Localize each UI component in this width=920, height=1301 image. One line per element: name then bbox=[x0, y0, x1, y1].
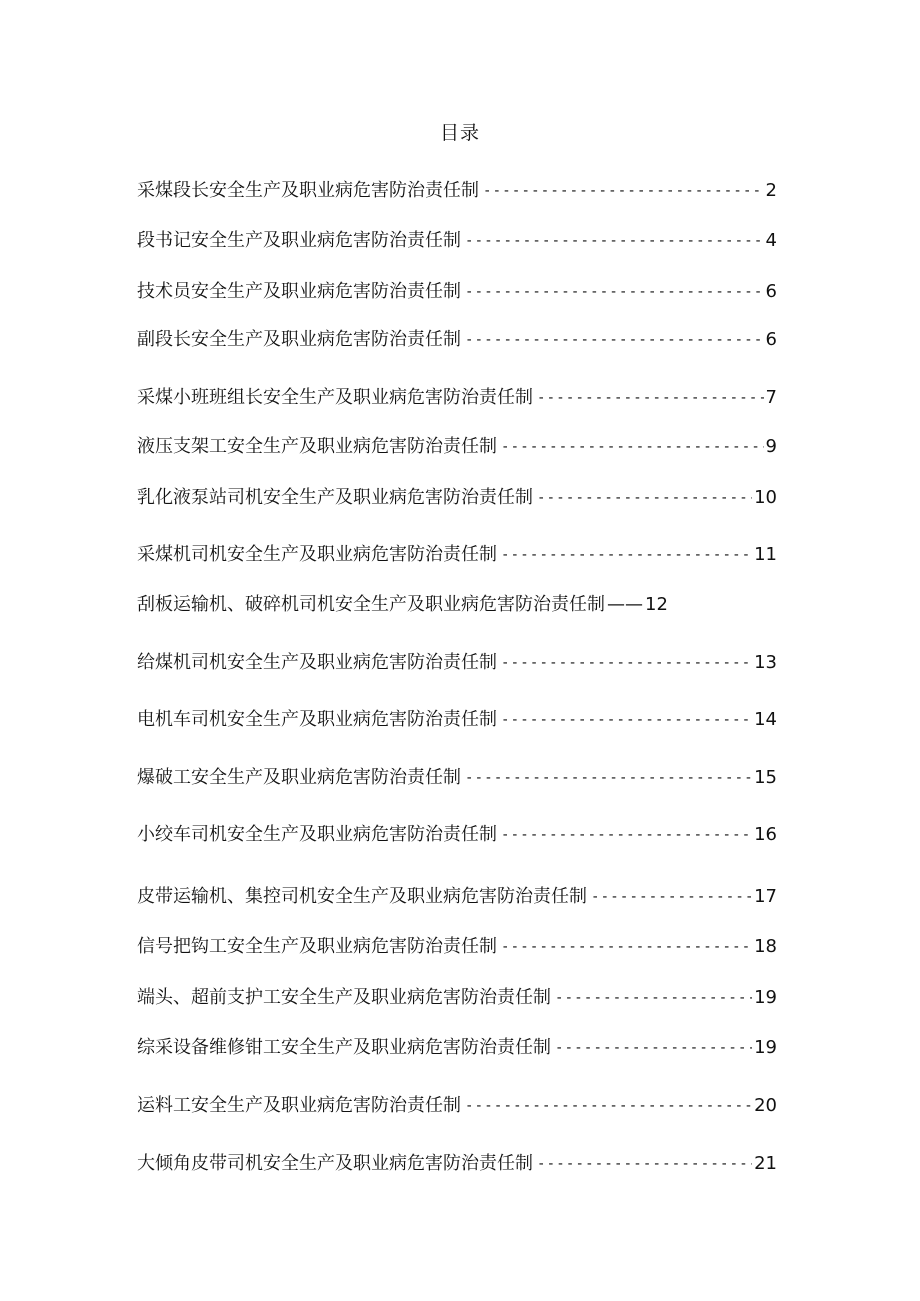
toc-entry[interactable] bbox=[137, 226, 777, 256]
toc-entry-page: 13 bbox=[754, 652, 777, 673]
dot-leader bbox=[465, 226, 764, 256]
toc-entry[interactable] bbox=[137, 483, 777, 513]
toc-entry[interactable] bbox=[137, 1033, 777, 1063]
toc-entry[interactable] bbox=[137, 1149, 777, 1179]
toc-entry[interactable] bbox=[137, 983, 777, 1013]
dot-leader bbox=[501, 705, 752, 735]
toc-entry-label: 综采设备维修钳工安全生产及职业病危害防治责任制 bbox=[137, 1037, 551, 1058]
toc-entry-page: 12 bbox=[645, 594, 668, 615]
toc-entry-label: 乳化液泵站司机安全生产及职业病危害防治责任制 bbox=[137, 487, 533, 508]
dot-leader bbox=[465, 763, 752, 793]
toc-entry[interactable] bbox=[137, 590, 668, 620]
toc-entry-label: 段书记安全生产及职业病危害防治责任制 bbox=[137, 230, 461, 251]
dot-leader bbox=[537, 483, 752, 513]
toc-entry[interactable] bbox=[137, 176, 777, 206]
toc-entry-label: 采煤机司机安全生产及职业病危害防治责任制 bbox=[137, 544, 497, 565]
toc-entry-page: 19 bbox=[754, 1037, 777, 1058]
toc-entry-page: 7 bbox=[765, 387, 777, 408]
toc-entry-label: 运料工安全生产及职业病危害防治责任制 bbox=[137, 1095, 461, 1116]
toc-entry-page: 14 bbox=[754, 709, 777, 730]
toc-entry[interactable] bbox=[137, 540, 777, 570]
toc-entry-label: 液压支架工安全生产及职业病危害防治责任制 bbox=[137, 436, 497, 457]
toc-entry-label: 采煤段长安全生产及职业病危害防治责任制 bbox=[137, 180, 479, 201]
dot-leader bbox=[483, 176, 764, 206]
toc-entry-label: 电机车司机安全生产及职业病危害防治责任制 bbox=[137, 709, 497, 730]
toc-entry-page: 4 bbox=[765, 230, 777, 251]
toc-entry-page: 10 bbox=[754, 487, 777, 508]
toc-entry[interactable] bbox=[137, 705, 777, 735]
toc-entry-page: 21 bbox=[754, 1153, 777, 1174]
dot-leader bbox=[465, 1091, 752, 1121]
toc-entry-label: 采煤小班班组长安全生产及职业病危害防治责任制 bbox=[137, 387, 533, 408]
toc-entry-page: 2 bbox=[765, 180, 777, 201]
toc-entry[interactable] bbox=[137, 432, 777, 462]
dot-leader bbox=[555, 983, 752, 1013]
toc-entry-label: 给煤机司机安全生产及职业病危害防治责任制 bbox=[137, 652, 497, 673]
toc-entry-page: 19 bbox=[754, 987, 777, 1008]
dot-leader bbox=[555, 1033, 752, 1063]
toc-entry-label: 大倾角皮带司机安全生产及职业病危害防治责任制 bbox=[137, 1153, 533, 1174]
dot-leader bbox=[501, 648, 752, 678]
toc-entry-label: 副段长安全生产及职业病危害防治责任制 bbox=[137, 329, 461, 350]
toc-entry[interactable] bbox=[137, 882, 777, 912]
toc-entry-page: 18 bbox=[754, 936, 777, 957]
toc-entry-page: 6 bbox=[765, 281, 777, 302]
dot-leader bbox=[537, 383, 764, 413]
toc-entry-page: 20 bbox=[754, 1095, 777, 1116]
dot-leader bbox=[465, 277, 764, 307]
toc-entry[interactable] bbox=[137, 763, 777, 793]
dot-leader bbox=[501, 820, 752, 850]
toc-entry-page: 11 bbox=[754, 544, 777, 565]
dot-leader bbox=[465, 325, 764, 355]
dot-leader bbox=[501, 932, 752, 962]
dot-leader bbox=[501, 540, 752, 570]
toc-entry-label: 信号把钩工安全生产及职业病危害防治责任制 bbox=[137, 936, 497, 957]
toc-entry-label: 刮板运输机、破碎机司机安全生产及职业病危害防治责任制 bbox=[137, 594, 605, 615]
toc-entry-page: 15 bbox=[754, 767, 777, 788]
toc-title: 目录 bbox=[439, 122, 480, 144]
toc-entry-page: 16 bbox=[754, 824, 777, 845]
toc-entry-page: 6 bbox=[765, 329, 777, 350]
dot-leader bbox=[537, 1149, 752, 1179]
toc-entry[interactable] bbox=[137, 383, 777, 413]
toc-entry[interactable] bbox=[137, 325, 777, 355]
toc-entry[interactable] bbox=[137, 648, 777, 678]
toc-entry-label: 爆破工安全生产及职业病危害防治责任制 bbox=[137, 767, 461, 788]
toc-entry-label: 端头、超前支护工安全生产及职业病危害防治责任制 bbox=[137, 987, 551, 1008]
dot-leader bbox=[591, 882, 752, 912]
dot-leader bbox=[501, 432, 764, 462]
em-dash-leader: —— bbox=[607, 594, 643, 615]
toc-entry[interactable] bbox=[137, 820, 777, 850]
toc-entry[interactable] bbox=[137, 932, 777, 962]
toc-entry-page: 9 bbox=[765, 436, 777, 457]
toc-entry[interactable] bbox=[137, 277, 777, 307]
toc-entry-label: 技术员安全生产及职业病危害防治责任制 bbox=[137, 281, 461, 302]
toc-entry-label: 皮带运输机、集控司机安全生产及职业病危害防治责任制 bbox=[137, 886, 587, 907]
toc-entry-page: 17 bbox=[754, 886, 777, 907]
toc-entry-label: 小绞车司机安全生产及职业病危害防治责任制 bbox=[137, 824, 497, 845]
toc-entry[interactable] bbox=[137, 1091, 777, 1121]
